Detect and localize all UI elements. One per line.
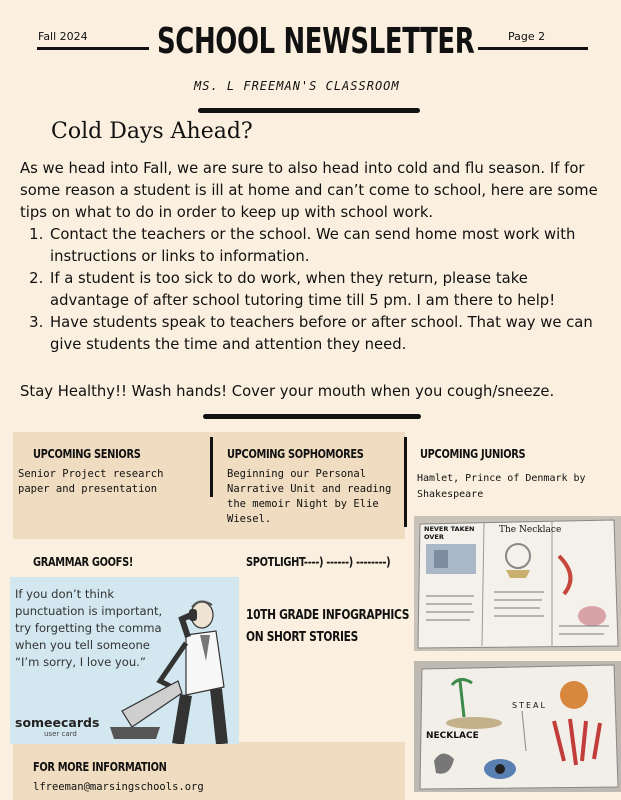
spotlight-body: 10TH GRADE INFOGRAPHICS ON SHORT STORIES	[246, 608, 410, 645]
infographic-1-label-a: NEVER TAKEN OVER	[424, 525, 475, 541]
tip-item: 3. Have students speak to teachers before or after school. That way we can give students the time and attention they need.	[48, 312, 610, 356]
infographic-2-label-a: NECKLACE	[426, 731, 479, 741]
page-number: Page 2	[508, 30, 546, 43]
divider-v1	[210, 437, 213, 497]
tip-item: 1. Contact the teachers or the school. We can send home most work with instructions or links to information.	[48, 224, 610, 268]
grammar-title: GRAMMAR GOOFS!	[33, 555, 133, 569]
divider-v2	[404, 437, 407, 527]
newsletter-title: SCHOOL NEWSLETTER	[157, 21, 475, 62]
article-body	[20, 158, 610, 356]
ecards-brand: someecards	[15, 715, 100, 730]
infographic-2-label-b: STEAL	[512, 701, 547, 710]
article-rule	[203, 414, 421, 419]
ecards-sub: user card	[44, 730, 77, 738]
info-title: FOR MORE INFORMATION	[33, 760, 167, 774]
sophomores-body: Beginning our Personal Narrative Unit and reading the memoir Night by Elie Wiesel.	[227, 468, 392, 525]
info-email[interactable]: lfreeman@marsingschools.org	[33, 781, 204, 793]
classroom-subtitle: MS. L FREEMAN'S CLASSROOM	[194, 79, 400, 93]
season-label: Fall 2024	[38, 30, 88, 43]
closing-line: Stay Healthy!! Wash hands! Cover your mouth when you cough/sneeze.	[20, 383, 555, 400]
article-heading: Cold Days Ahead?	[51, 119, 253, 144]
infographic-2-drawing	[414, 661, 621, 792]
infographic-photo-2	[414, 661, 621, 792]
tips-list	[20, 224, 610, 356]
sophomores-title: UPCOMING SOPHOMORES	[227, 447, 364, 461]
juniors-title: UPCOMING JUNIORS	[420, 447, 526, 461]
subtitle-rule	[198, 108, 420, 113]
header-right-rule	[478, 47, 588, 50]
ecard	[10, 577, 239, 744]
header-left-rule	[37, 47, 149, 50]
seniors-title: UPCOMING SENIORS	[33, 447, 141, 461]
infographic-1-label-b: The Necklace	[499, 525, 562, 535]
infographic-photo-1	[414, 516, 621, 651]
juniors-body: Hamlet, Prince of Denmark by Shakespeare	[417, 473, 586, 500]
article-intro: As we head into Fall, we are sure to also head into cold and flu season. If for some reason a student is ill at home and can’t come to school, here are some tips on what to do in order to keep up with school work.	[20, 160, 598, 221]
ecard-text: If you don’t think punctuation is important, try forgetting the comma when you tell someone “I’m sorry, I love you.”	[15, 587, 163, 669]
tip-item: 2. If a student is too sick to do work, when they return, please take advantage of after school tutoring time till 5 pm. I am there to help!	[48, 268, 610, 312]
spotlight-title: SPOTLIGHT----) ------) --------)	[246, 555, 391, 569]
seniors-body: Senior Project research paper and presentation	[18, 468, 164, 495]
